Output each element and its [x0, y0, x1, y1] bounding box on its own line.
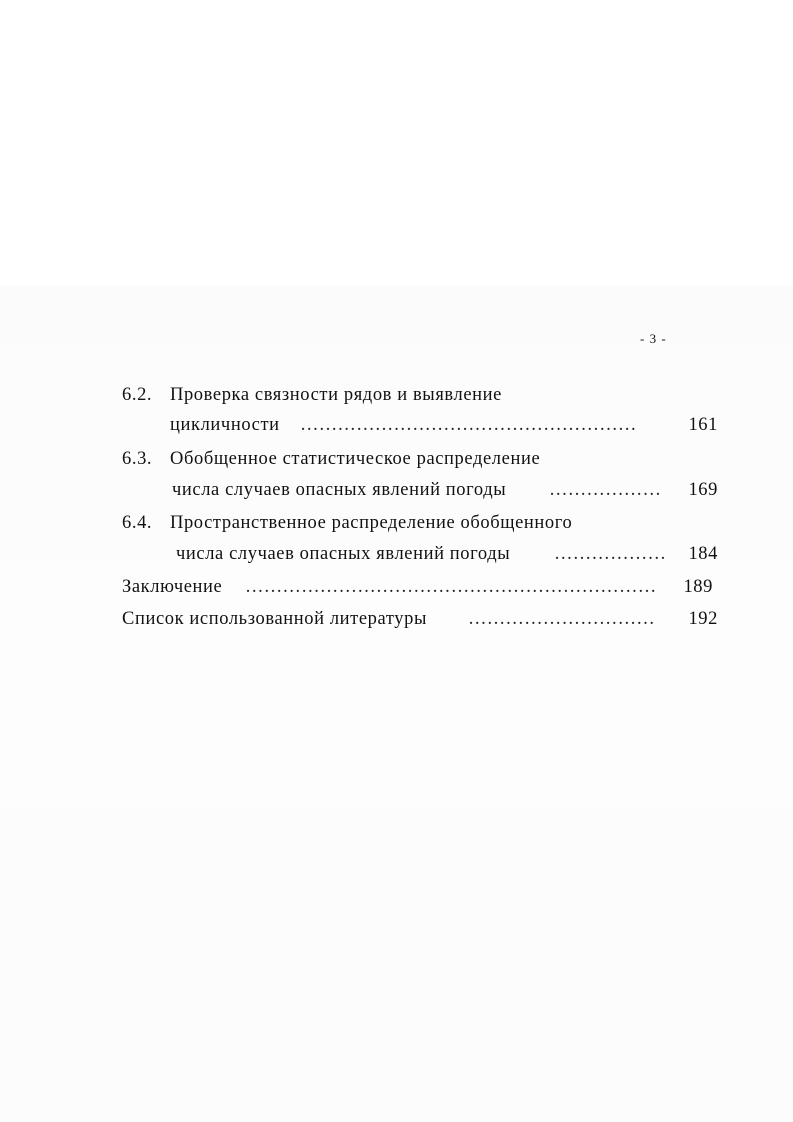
toc-entry-6-4-line2	[0, 541, 793, 567]
toc-entry-6-2-line1	[0, 382, 793, 408]
toc-entry-conclusion	[0, 574, 793, 600]
toc-number: 6.4.	[122, 513, 153, 533]
page-number: - 3 -	[640, 331, 667, 346]
toc-leader-dots: …………………………………………………………	[245, 577, 657, 597]
toc-number: 6.3.	[122, 449, 153, 469]
toc-entry-6-3-line2	[0, 477, 793, 503]
scanned-page-area	[0, 285, 793, 1122]
toc-entry-references	[0, 606, 793, 632]
toc-title-continued: числа случаев опасных явлений погоды	[172, 480, 507, 500]
toc-title: Проверка связности рядов и выявление	[170, 385, 502, 405]
toc-leader-dots: ………………………………………………	[300, 415, 637, 435]
toc-title: Обобщенное статистическое распределение	[170, 449, 541, 469]
toc-page-number: 184	[688, 544, 718, 564]
toc-leader-dots: ………………	[549, 480, 662, 500]
toc-page-number: 169	[688, 480, 718, 500]
toc-leader-dots: …………………………	[468, 609, 655, 629]
toc-entry-6-4-line1	[0, 510, 793, 536]
toc-title: Заключение	[122, 577, 223, 597]
toc-entry-6-3-line1	[0, 446, 793, 472]
toc-title: Список использованной литературы	[122, 609, 428, 629]
toc-title-continued: числа случаев опасных явлений погоды	[176, 544, 511, 564]
toc-leader-dots: ………………	[554, 544, 667, 564]
toc-entry-6-2-line2	[0, 412, 793, 438]
toc-title-continued: цикличности	[170, 415, 280, 435]
toc-page-number: 189	[683, 577, 713, 597]
toc-page-number: 161	[688, 415, 718, 435]
toc-number: 6.2.	[122, 385, 153, 405]
toc-title: Пространственное распределение обобщенного	[170, 513, 573, 533]
toc-page-number: 192	[688, 609, 718, 629]
